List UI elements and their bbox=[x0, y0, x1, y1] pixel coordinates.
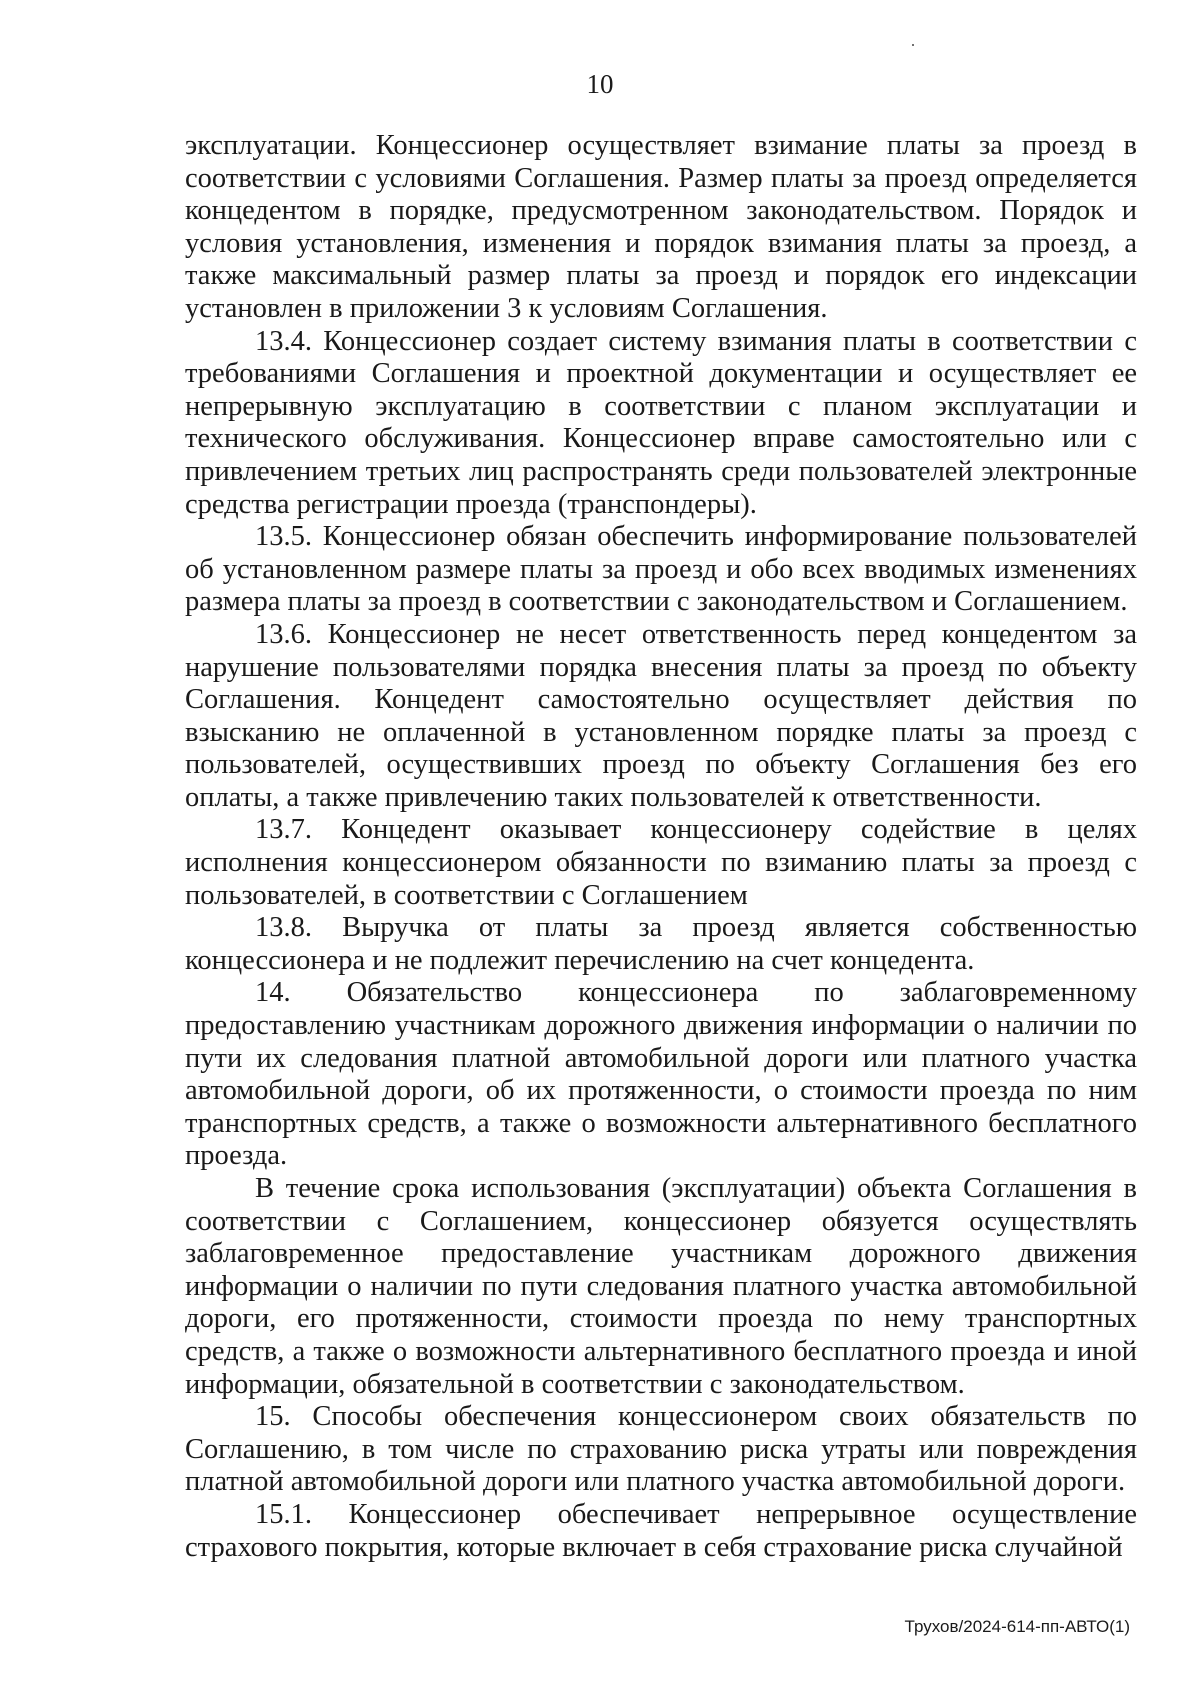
page-number: 10 bbox=[586, 69, 614, 99]
document-body bbox=[185, 130, 1137, 1564]
paragraph-13-6: 13.6. Концессионер не несет ответственность перед концедентом за нарушение пользователями порядка внесения платы за проезд по объекту Соглашения. Концедент самостоятельно осуществляет действия по взысканию не оплаченной в установленном порядке платы за проезд с пользователей, осуществивших проезд по объекту Соглашения без его оплаты, а также привлечению таких пользователей к ответственности. bbox=[185, 618, 1137, 813]
paragraph-15: 15. Способы обеспечения концессионером своих обязательств по Соглашению, в том числе по страхованию риска утраты или повреждения платной автомобильной дороги или платного участка автомобильной дороги. bbox=[185, 1401, 1137, 1498]
scan-speck bbox=[912, 44, 914, 46]
paragraph-14: 14. Обязательство концессионера по заблаговременному предоставлению участникам дорожного движения информации о наличии по пути их следования платной автомобильной дороги или платного участка автомобильной дороги, об их протяженности, о стоимости проезда по ним транспортных средств, а также о возможности альтернативного бесплатного проезда. bbox=[185, 977, 1137, 1172]
paragraph-15-1: 15.1. Концессионер обеспечивает непрерывное осуществление страхового покрытия, которые включает в себя страхование риска случайной bbox=[185, 1498, 1137, 1563]
paragraph-13-5: 13.5. Концессионер обязан обеспечить информирование пользователей об установленном размере платы за проезд и обо всех вводимых изменениях размера платы за проезд в соответствии с законодательством и Соглашением. bbox=[185, 521, 1137, 618]
paragraph-13-4: 13.4. Концессионер создает систему взимания платы в соответствии с требованиями Соглашения и проектной документации и осуществляет ее непрерывную эксплуатацию в соответствии с планом эксплуатации и технического обслуживания. Концессионер вправе самостоятельно или с привлечением третьих лиц распространять среди пользователей электронные средства регистрации проезда (транспондеры). bbox=[185, 325, 1137, 520]
paragraph-14-body: В течение срока использования (эксплуатации) объекта Соглашения в соответствии с Соглашением, концессионер обязуется осуществлять заблаговременное предоставление участникам дорожного движения информации о наличии по пути следования платного участка автомобильной дороги, его протяженности, стоимости проезда по нему транспортных средств, а также о возможности альтернативного бесплатного проезда и иной информации, обязательной в соответствии с законодательством. bbox=[185, 1173, 1137, 1400]
paragraph-13-7: 13.7. Концедент оказывает концессионеру содействие в целях исполнения концессионером обязанности по взиманию платы за проезд с пользователей, в соответствии с Соглашением bbox=[185, 814, 1137, 911]
paragraph-operation-fee: эксплуатации. Концессионер осуществляет взимание платы за проезд в соответствии с условиями Соглашения. Размер платы за проезд определяется концедентом в порядке, предусмотренном законодательством. Порядок и условия установления, изменения и порядок взимания платы за проезд, а также максимальный размер платы за проезд и порядок его индексации установлен в приложении 3 к условиям Соглашения. bbox=[185, 130, 1137, 324]
document-footer-code: Трухов/2024-614-пп-АВТО(1) bbox=[904, 1617, 1130, 1636]
paragraph-13-8: 13.8. Выручка от платы за проезд является собственностью концессионера и не подлежит перечислению на счет концедента. bbox=[185, 912, 1137, 976]
